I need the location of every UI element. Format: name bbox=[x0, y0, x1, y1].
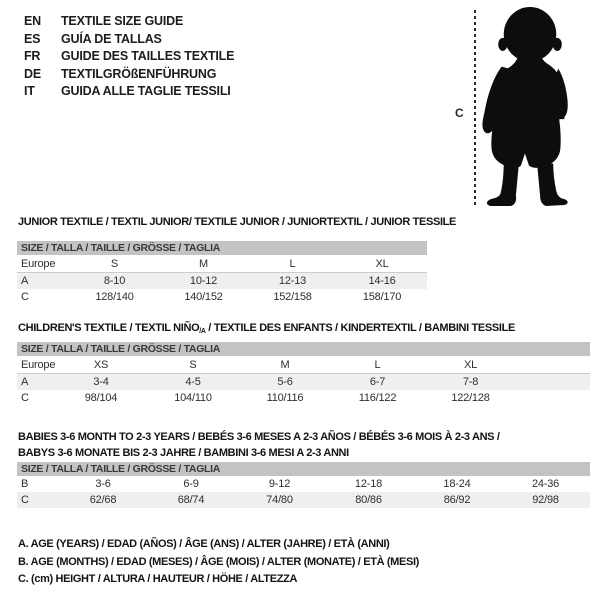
language-title-list bbox=[24, 13, 234, 101]
guide-title-de: TEXTILGRÖßENFÜHRUNG bbox=[61, 66, 217, 81]
children-title-pre: CHILDREN'S TEXTILE / TEXTIL NIÑO bbox=[18, 322, 200, 334]
language-row bbox=[24, 66, 234, 84]
height-cell: 122/128 bbox=[451, 392, 490, 404]
babies-title-line1: BABIES 3-6 MONTH TO 2-3 YEARS / BEBÉS 3-6 MESES A 2-3 AÑOS / BÉBÉS 3-6 MOIS À 2-3 ANS / bbox=[18, 431, 500, 443]
height-measure-dashed-line bbox=[474, 10, 476, 206]
age-cell: 3-4 bbox=[55, 374, 147, 391]
size-cell: S bbox=[147, 356, 239, 374]
height-cell: 158/170 bbox=[362, 291, 402, 303]
age-cell: 3-6 bbox=[95, 478, 111, 490]
height-cell: 140/152 bbox=[184, 291, 223, 303]
legend-line-c: C. (cm) HEIGHT / ALTURA / HAUTEUR / HÖHE / ALTEZZA bbox=[18, 573, 298, 586]
size-cell: L bbox=[331, 356, 424, 374]
height-cell: 74/80 bbox=[235, 492, 324, 508]
age-cell: 18-24 bbox=[443, 478, 471, 490]
size-cell: XL bbox=[424, 356, 517, 374]
toddler-silhouette bbox=[479, 6, 581, 208]
table-row bbox=[17, 255, 427, 273]
guide-title-it: GUIDA ALLE TAGLIE TESSILI bbox=[61, 84, 231, 99]
size-header-bar: SIZE / TALLA / TAILLE / GRÖSSE / TAGLIA bbox=[17, 241, 427, 255]
babies-section-title bbox=[18, 429, 500, 461]
table-row bbox=[17, 476, 590, 492]
row-label: Europe bbox=[17, 255, 70, 273]
size-cell: L bbox=[248, 255, 337, 273]
spacer-cell bbox=[517, 356, 590, 374]
guide-title-es: GUÍA DE TALLAS bbox=[61, 31, 162, 46]
spacer-cell bbox=[517, 390, 590, 406]
junior-size-table bbox=[17, 241, 427, 305]
language-row bbox=[24, 13, 234, 31]
language-row bbox=[24, 83, 234, 101]
size-cell: XS bbox=[55, 356, 147, 374]
age-cell: 12-18 bbox=[354, 478, 383, 490]
children-title-post: / TEXTILE DES ENFANTS / KINDERTEXTIL / BAMBINI TESSILE bbox=[205, 322, 515, 334]
language-code: DE bbox=[24, 66, 41, 81]
legend-line-b: B. AGE (MONTHS) / EDAD (MESES) / ÂGE (MOIS) / ALTER (MONATE) / ETÀ (MESI) bbox=[18, 555, 419, 568]
children-title-subscript: /A bbox=[199, 328, 206, 335]
language-code: IT bbox=[24, 84, 35, 99]
height-cell: 128/140 bbox=[95, 291, 134, 303]
height-cell: 92/98 bbox=[501, 492, 590, 508]
size-cell: S bbox=[70, 255, 159, 273]
table-row bbox=[17, 273, 427, 290]
size-cell: XL bbox=[337, 255, 427, 273]
row-label: A bbox=[17, 273, 70, 290]
language-code: FR bbox=[24, 49, 41, 64]
age-cell: 7-8 bbox=[424, 374, 517, 391]
row-label: C bbox=[17, 492, 59, 508]
height-cell: 98/104 bbox=[84, 392, 118, 404]
row-label: B bbox=[21, 478, 29, 490]
table-row bbox=[17, 390, 590, 406]
row-label: C bbox=[21, 392, 29, 404]
age-cell: 12-13 bbox=[248, 273, 337, 290]
age-cell: 4-5 bbox=[147, 374, 239, 391]
size-cell: M bbox=[239, 356, 331, 374]
height-cell: 116/122 bbox=[358, 392, 397, 404]
language-row bbox=[24, 31, 234, 49]
legend-line-a: A. AGE (YEARS) / EDAD (AÑOS) / ÂGE (ANS) / ALTER (JAHRE) / ETÀ (ANNI) bbox=[18, 538, 390, 550]
language-code: ES bbox=[24, 31, 41, 46]
size-header-bar: SIZE / TALLA / TAILLE / GRÖSSE / TAGLIA bbox=[17, 462, 590, 476]
size-header-bar: SIZE / TALLA / TAILLE / GRÖSSE / TAGLIA bbox=[17, 342, 590, 356]
babies-size-table bbox=[17, 462, 590, 508]
row-label: C bbox=[21, 291, 29, 303]
children-section-title bbox=[18, 320, 515, 340]
spacer-cell bbox=[517, 374, 590, 391]
abc-legend bbox=[18, 536, 419, 589]
guide-title-en: TEXTILE SIZE GUIDE bbox=[61, 14, 184, 28]
height-cell: 110/116 bbox=[266, 392, 304, 404]
height-cell: 104/110 bbox=[174, 392, 212, 404]
language-code: EN bbox=[24, 14, 41, 28]
babies-title-line2: BABYS 3-6 MONATE BIS 2-3 JAHRE / BAMBINI 3-6 MESI A 2-3 ANNI bbox=[18, 447, 349, 459]
junior-section-title: JUNIOR TEXTILE / TEXTIL JUNIOR/ TEXTILE JUNIOR / JUNIORTEXTIL / JUNIOR TESSILE bbox=[18, 216, 457, 228]
age-cell: 6-7 bbox=[331, 374, 424, 391]
height-cell: 80/86 bbox=[324, 492, 413, 508]
age-cell: 5-6 bbox=[239, 374, 331, 391]
age-cell: 6-9 bbox=[183, 478, 199, 490]
table-row bbox=[17, 289, 427, 305]
age-cell: 8-10 bbox=[70, 273, 159, 290]
row-label: Europe bbox=[17, 356, 55, 374]
age-cell: 10-12 bbox=[159, 273, 248, 290]
age-cell: 24-36 bbox=[531, 478, 560, 490]
age-cell: 9-12 bbox=[268, 478, 291, 490]
height-cell: 68/74 bbox=[147, 492, 235, 508]
row-label: A bbox=[17, 374, 55, 391]
height-cell: 152/158 bbox=[273, 291, 312, 303]
height-cell: 86/92 bbox=[413, 492, 501, 508]
size-cell: M bbox=[159, 255, 248, 273]
children-size-table bbox=[17, 342, 590, 406]
table-row bbox=[17, 356, 590, 374]
guide-title-fr: GUIDE DES TAILLES TEXTILE bbox=[61, 49, 235, 64]
table-row bbox=[17, 492, 590, 508]
language-row bbox=[24, 48, 234, 66]
age-cell: 14-16 bbox=[337, 273, 427, 290]
table-row bbox=[17, 374, 590, 391]
height-label-c: C bbox=[455, 106, 464, 120]
height-cell: 62/68 bbox=[59, 492, 147, 508]
